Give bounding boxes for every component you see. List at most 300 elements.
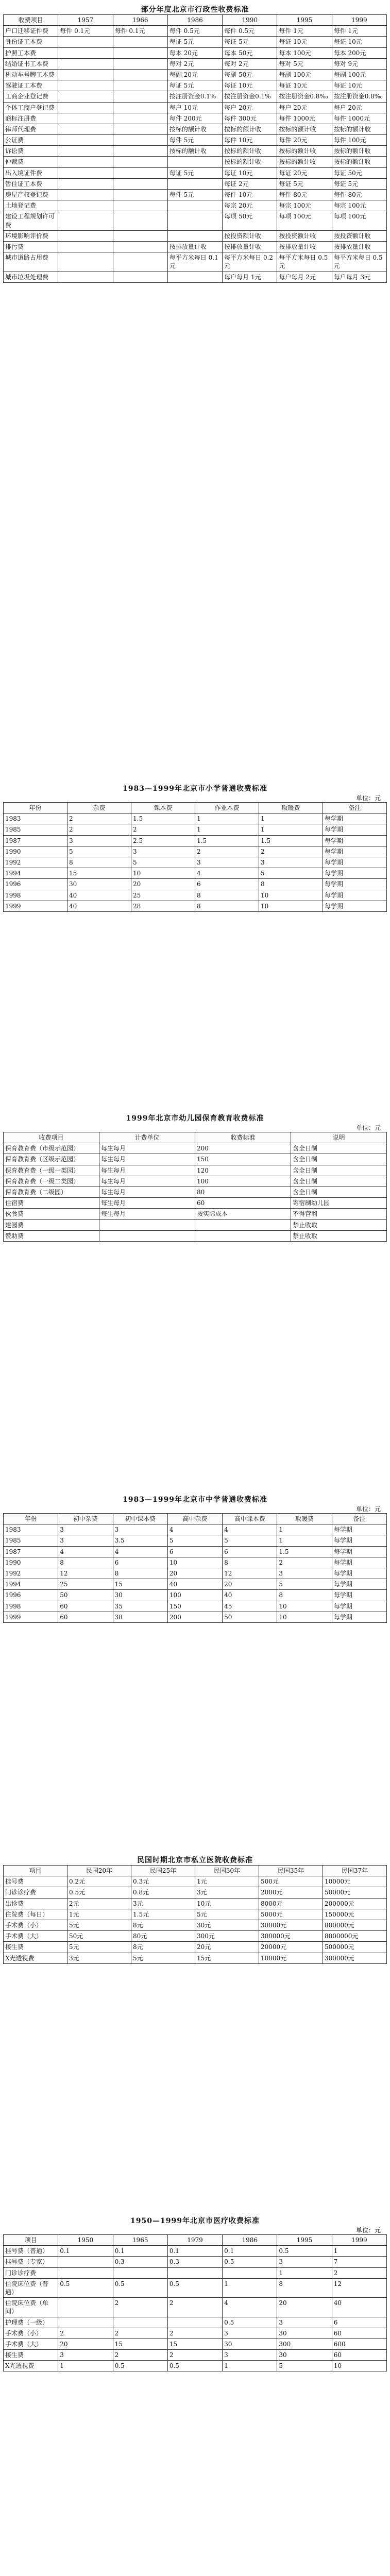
table-row: [4, 1209, 387, 1219]
unit-label: 单位：元: [355, 794, 381, 802]
table-cell: 手术费（小）: [4, 1920, 67, 1930]
table-cell: 每件 200元: [167, 113, 222, 124]
table-cell: [58, 190, 113, 200]
table-cell: 8元: [131, 1920, 195, 1930]
table-cell: 身份证工本费: [4, 37, 58, 47]
table-cell: 3: [58, 1524, 113, 1535]
table-cell: 每生每月: [99, 1176, 195, 1187]
table-cell: 3元: [67, 1953, 131, 1963]
column-header: 备注: [332, 1514, 386, 1524]
table-cell: 200000元: [323, 1898, 387, 1909]
table-cell: 每证 50元: [332, 167, 386, 178]
table-cell: 5000元: [259, 1909, 323, 1920]
table-cell: 2: [167, 2350, 222, 2361]
table-cell: 按排放量计收: [167, 241, 222, 252]
table-cell: 按标的额计收: [223, 124, 277, 134]
table-cell: 3: [113, 1524, 167, 1535]
table-cell: 8: [223, 1557, 277, 1568]
table-cell: 1999: [4, 901, 67, 911]
table-cell: 3元: [195, 1887, 259, 1898]
table-row: [4, 1219, 387, 1230]
table-cell: 每学期: [332, 1579, 386, 1590]
table-cell: 60: [332, 2350, 386, 2361]
table-cell: 每证 5元: [167, 167, 222, 178]
table-cell: 0.5: [167, 2361, 222, 2371]
table-cell: 含全日制: [291, 1143, 387, 1154]
table-cell: 0.5元: [67, 1887, 131, 1898]
table-row: [4, 1876, 387, 1887]
table-cell: 每学期: [332, 1601, 386, 1612]
table-cell: 驾驶证工本费: [4, 80, 58, 91]
table-cell: 4: [167, 1524, 222, 1535]
table-cell: 1.5: [195, 835, 259, 846]
table-row: [4, 58, 387, 69]
table-cell: [113, 200, 167, 211]
table-cell: 20: [277, 2298, 332, 2317]
table-cell: [167, 211, 222, 230]
table-cell: 3: [195, 857, 259, 868]
table-cell: [113, 241, 167, 252]
table-cell: 7: [332, 2257, 386, 2267]
table-row: [4, 1590, 387, 1601]
table-cell: 1: [259, 814, 323, 824]
table-cell: 30: [67, 879, 131, 890]
table-row: [4, 211, 387, 230]
table-cell: 5元: [131, 1953, 195, 1963]
table-cell: 10000元: [259, 1953, 323, 1963]
table-cell: 出入境证件费: [4, 167, 58, 178]
table-cell: 挂号费（普通）: [4, 2246, 58, 2257]
table-cell: 每证 10元: [223, 167, 277, 178]
table-cell: 每本 200元: [332, 47, 386, 58]
table-cell: 每生每月: [99, 1165, 195, 1176]
table-cell: 1996: [4, 1590, 58, 1601]
table-cell: [167, 272, 222, 282]
table-cell: [58, 113, 113, 124]
table-cell: [58, 272, 113, 282]
table-row: [4, 1579, 387, 1590]
table-row: [4, 2267, 387, 2278]
table-cell: 30元: [195, 1920, 259, 1930]
table-cell: 6: [113, 1557, 167, 1568]
table-row: [4, 1931, 387, 1942]
table-cell: 8: [277, 2278, 332, 2297]
table-cell: 600: [332, 2338, 386, 2349]
table-cell: 每项 50元: [223, 211, 277, 230]
table-cell: 10元: [195, 1898, 259, 1909]
table-row: [4, 835, 387, 846]
table-cell: 含全日制: [291, 1187, 387, 1197]
table-cell: 每件 300元: [223, 113, 277, 124]
table-cell: 每件 10元: [223, 190, 277, 200]
table-row: [4, 1920, 387, 1930]
table-cell: 接生费: [4, 1942, 67, 1953]
table-cell: [167, 230, 222, 241]
table-cell: 每件 100元: [332, 135, 386, 146]
table-cell: [58, 146, 113, 157]
column-header: 1979: [167, 2235, 222, 2246]
table-cell: 每对 9元: [332, 58, 386, 69]
table-cell: 2: [332, 2267, 386, 2278]
table-cell: 2: [167, 2328, 222, 2338]
table-cell: 150: [195, 1154, 291, 1165]
table-cell: 50: [223, 1612, 277, 1622]
table-row: [4, 846, 387, 857]
table-row: [4, 1154, 387, 1165]
table-cell: [58, 2317, 113, 2328]
table-cell: 3: [67, 835, 131, 846]
table-cell: 每户 20元: [223, 102, 277, 113]
table-cell: 1.5: [259, 835, 323, 846]
table-cell: 10: [131, 868, 195, 879]
table-row: [4, 102, 387, 113]
column-header: 1999: [332, 2235, 386, 2246]
table-cell: 0.5: [113, 2361, 167, 2371]
table-cell: 12: [332, 2278, 386, 2297]
table-cell: 住院费（每日）: [4, 1909, 67, 1920]
table-cell: 8元: [131, 1942, 195, 1953]
table-row: [4, 2361, 387, 2371]
table-cell: 按标的额计收: [223, 157, 277, 167]
table-cell: 200: [195, 1143, 291, 1154]
column-header: 1965: [113, 2235, 167, 2246]
table-cell: 每户每月 2元: [277, 272, 332, 282]
table-cell: 每平方米每日 0.1元: [167, 252, 222, 272]
table-cell: [58, 2267, 113, 2278]
table-cell: 每对 5元: [277, 58, 332, 69]
section-2: [3, 1113, 387, 1242]
table-cell: 28: [131, 901, 195, 911]
table-row: [4, 230, 387, 241]
table-cell: 寄宿制幼儿园: [291, 1198, 387, 1209]
table-cell: 保育教育费（市级示范园）: [4, 1143, 99, 1154]
table-cell: 接生费: [4, 2350, 58, 2361]
column-header: 初中杂费: [58, 1514, 113, 1524]
table-cell: [113, 2267, 167, 2278]
table-cell: 每件 20元: [277, 135, 332, 146]
table-cell: 每本 100元: [277, 47, 332, 58]
table-cell: 1990: [4, 1557, 58, 1568]
table-cell: 每件 0.1元: [113, 26, 167, 37]
table-cell: 10: [259, 890, 323, 901]
table-cell: [58, 58, 113, 69]
table-cell: 8000000元: [323, 1931, 387, 1942]
table-cell: 每生每月: [99, 1198, 195, 1209]
table-cell: [113, 272, 167, 282]
table-cell: [113, 113, 167, 124]
table-cell: X光透视费: [4, 1953, 67, 1963]
table-cell: 每户 20元: [277, 102, 332, 113]
table-cell: 5: [167, 1535, 222, 1546]
table-cell: 不得营利: [291, 1209, 387, 1219]
table-cell: 每宗 100元: [277, 200, 332, 211]
table-cell: 每学期: [323, 879, 387, 890]
table-cell: 300: [277, 2338, 332, 2349]
table-cell: [113, 190, 167, 200]
table-cell: 15: [113, 2338, 167, 2349]
table-cell: 200: [167, 1612, 222, 1622]
table-cell: 1990: [4, 846, 67, 857]
column-header: 高中课本费: [223, 1514, 277, 1524]
table-cell: 5元: [67, 1942, 131, 1953]
table-cell: [113, 124, 167, 134]
table-cell: 2: [113, 2350, 167, 2361]
column-header: 项目: [4, 1866, 67, 1876]
table-cell: 按标的额计收: [277, 146, 332, 157]
table-cell: 8: [277, 1590, 332, 1601]
table-cell: 仲裁费: [4, 157, 58, 167]
table-cell: 8000元: [259, 1898, 323, 1909]
table-cell: 每件 1000元: [332, 113, 386, 124]
table-cell: 20000元: [259, 1942, 323, 1953]
table-cell: 4: [58, 1546, 113, 1557]
table-row: [4, 814, 387, 824]
table-cell: 20: [58, 2338, 113, 2349]
table-cell: X光透视费: [4, 2361, 58, 2371]
table-cell: 20元: [195, 1942, 259, 1953]
table-cell: 城市垃圾处理费: [4, 272, 58, 282]
table-cell: 每生每月: [99, 1154, 195, 1165]
table-cell: 8: [259, 879, 323, 890]
table-cell: 40: [67, 890, 131, 901]
table-cell: [113, 211, 167, 230]
table-cell: 每项 100元: [332, 211, 386, 230]
table-cell: [167, 200, 222, 211]
column-header: 1995: [277, 2235, 332, 2246]
table-cell: [113, 47, 167, 58]
column-header: 1990: [223, 15, 277, 26]
table-row: [4, 241, 387, 252]
column-header: 1995: [277, 15, 332, 26]
table-cell: 按标的额计收: [332, 146, 386, 157]
table-cell: 3: [223, 2350, 277, 2361]
table-cell: 500元: [259, 1876, 323, 1887]
column-header: 项目: [4, 2235, 58, 2246]
column-header: 取暖费: [259, 803, 323, 814]
table-cell: 门诊诊疗费: [4, 1887, 67, 1898]
table-cell: [195, 1219, 291, 1230]
table-row: [4, 69, 387, 80]
fee-table: [3, 1865, 387, 1964]
table-row: [4, 879, 387, 890]
table-row: [4, 1601, 387, 1612]
table-cell: 每学期: [323, 846, 387, 857]
header-row: [4, 1514, 387, 1524]
table-cell: [113, 80, 167, 91]
column-header: 作业本费: [195, 803, 259, 814]
table-row: [4, 1568, 387, 1579]
column-header: 民国30年: [195, 1866, 259, 1876]
table-cell: 0.5: [167, 2278, 222, 2297]
table-cell: 按投资额计收: [277, 230, 332, 241]
table-row: [4, 857, 387, 868]
header-row: [4, 1132, 387, 1143]
table-cell: 2: [259, 846, 323, 857]
table-cell: 每宗 100元: [332, 200, 386, 211]
table-cell: 50000元: [323, 1887, 387, 1898]
table-title: 部分年度北京市行政性收费标准: [141, 6, 249, 14]
table-cell: 按标的额计收: [277, 124, 332, 134]
table-cell: 15: [167, 2338, 222, 2349]
table-cell: 0.1: [113, 2246, 167, 2257]
table-row: [4, 1546, 387, 1557]
table-cell: 每件 5元: [167, 135, 222, 146]
section-5: [3, 2215, 387, 2371]
table-cell: 每证 5元: [167, 37, 222, 47]
table-cell: 4: [113, 1546, 167, 1557]
table-cell: 1994: [4, 868, 67, 879]
table-row: [4, 1198, 387, 1209]
table-cell: 每平方米每日 0.2元: [223, 252, 277, 272]
table-cell: 1985: [4, 824, 67, 835]
table-cell: 20: [167, 1568, 222, 1579]
table-cell: 个体工商户登记费: [4, 102, 58, 113]
header-row: [4, 803, 387, 814]
section-0: [3, 4, 387, 283]
fee-table: [3, 802, 387, 912]
table-cell: 80: [195, 1187, 291, 1197]
table-cell: [58, 252, 113, 272]
table-cell: 5: [131, 857, 195, 868]
table-cell: 环境影响评价费: [4, 230, 58, 241]
table-cell: [58, 211, 113, 230]
table-cell: 30: [277, 2350, 332, 2361]
table-cell: 10: [167, 1557, 222, 1568]
table-cell: 禁止收取: [291, 1219, 387, 1230]
table-cell: 商标注册费: [4, 113, 58, 124]
table-cell: 保育教育费（一级一类园）: [4, 1165, 99, 1176]
table-cell: 每对 2元: [167, 58, 222, 69]
table-cell: [223, 2267, 277, 2278]
table-cell: 120: [195, 1165, 291, 1176]
table-cell: 每学期: [323, 890, 387, 901]
table-cell: 按标的额计收: [167, 124, 222, 134]
table-cell: 60: [58, 1601, 113, 1612]
table-cell: 10: [277, 1612, 332, 1622]
table-cell: 10: [277, 1601, 332, 1612]
column-header: 1986: [223, 2235, 277, 2246]
table-cell: 1: [223, 2278, 277, 2297]
section-3: [3, 1494, 387, 1623]
table-row: [4, 1535, 387, 1546]
table-cell: 每学期: [332, 1524, 386, 1535]
table-cell: 0.8元: [131, 1887, 195, 1898]
table-cell: 45: [223, 1601, 277, 1612]
fee-table: [3, 14, 387, 283]
table-cell: 每副 100元: [277, 69, 332, 80]
table-cell: 手术费（大）: [4, 1931, 67, 1942]
table-cell: 0.1: [167, 2246, 222, 2257]
table-cell: 按实际成本: [195, 1209, 291, 1219]
table-cell: 0.5: [277, 2246, 332, 2257]
table-cell: 1: [277, 2267, 332, 2278]
table-title: 1950—1999年北京市医疗收费标准: [130, 2217, 260, 2225]
table-cell: [58, 124, 113, 134]
table-cell: [58, 2257, 113, 2267]
table-row: [4, 1953, 387, 1963]
table-row: [4, 2246, 387, 2257]
table-row: [4, 2317, 387, 2328]
header-row: [4, 2235, 387, 2246]
table-cell: 每件 0.5元: [223, 26, 277, 37]
table-cell: 排污费: [4, 241, 58, 252]
table-cell: 每平方米每日 0.5元: [332, 252, 386, 272]
unit-label: 单位：元: [355, 1505, 381, 1513]
table-cell: 按注册资金0.1%: [223, 91, 277, 102]
table-cell: 30: [223, 2338, 277, 2349]
table-cell: 1.5: [277, 1546, 332, 1557]
table-cell: 8: [195, 890, 259, 901]
table-cell: 0.5: [223, 2257, 277, 2267]
table-cell: 每宗 20元: [223, 200, 277, 211]
table-cell: 30000元: [259, 1920, 323, 1930]
table-cell: [58, 178, 113, 189]
table-cell: 工商企业登记费: [4, 91, 58, 102]
table-cell: 每生每月: [99, 1209, 195, 1219]
table-row: [4, 1909, 387, 1920]
table-title: 1983—1999年北京市小学普通收费标准: [123, 785, 267, 793]
table-cell: 按投资额计收: [332, 230, 386, 241]
table-cell: 8: [67, 857, 131, 868]
table-row: [4, 37, 387, 47]
table-cell: 2: [131, 824, 195, 835]
table-cell: 40: [332, 2298, 386, 2317]
table-title: 1999年北京市幼儿园保育教育收费标准: [126, 1114, 264, 1123]
table-cell: 护照工本费: [4, 47, 58, 58]
table-cell: [58, 37, 113, 47]
table-cell: 每件 0.1元: [58, 26, 113, 37]
table-cell: 每户每月 3元: [332, 272, 386, 282]
table-cell: 8: [195, 901, 259, 911]
table-cell: 1983: [4, 814, 67, 824]
table-cell: 结婚证书工本费: [4, 58, 58, 69]
table-cell: 每证 10元: [277, 37, 332, 47]
table-cell: [113, 157, 167, 167]
table-cell: [113, 102, 167, 113]
table-cell: 每副 20元: [167, 69, 222, 80]
table-row: [4, 824, 387, 835]
table-cell: 35: [113, 1601, 167, 1612]
table-row: [4, 26, 387, 37]
table-cell: 每学期: [332, 1612, 386, 1622]
table-cell: 5: [277, 1579, 332, 1590]
table-row: [4, 1524, 387, 1535]
table-cell: 300元: [195, 1931, 259, 1942]
table-cell: 保育教育费（区级示范园）: [4, 1154, 99, 1165]
table-cell: 房屋产权登记费: [4, 190, 58, 200]
table-cell: 6: [167, 1546, 222, 1557]
column-header: 民国37年: [323, 1866, 387, 1876]
table-row: [4, 113, 387, 124]
table-cell: 38: [113, 1612, 167, 1622]
table-row: [4, 2278, 387, 2297]
table-cell: [113, 230, 167, 241]
table-cell: 30: [277, 2328, 332, 2338]
table-cell: 每学期: [323, 868, 387, 879]
table-cell: [167, 178, 222, 189]
table-cell: 每件 1元: [332, 26, 386, 37]
table-row: [4, 2328, 387, 2338]
table-cell: [58, 135, 113, 146]
table-cell: 每件 5元: [167, 190, 222, 200]
table-cell: 2: [195, 846, 259, 857]
table-cell: 每学期: [332, 1557, 386, 1568]
table-cell: 建设工程规划许可费: [4, 211, 58, 230]
table-cell: 每对 2元: [223, 58, 277, 69]
fee-table: [3, 1132, 387, 1242]
table-cell: 每证 5元: [223, 37, 277, 47]
table-row: [4, 1942, 387, 1953]
